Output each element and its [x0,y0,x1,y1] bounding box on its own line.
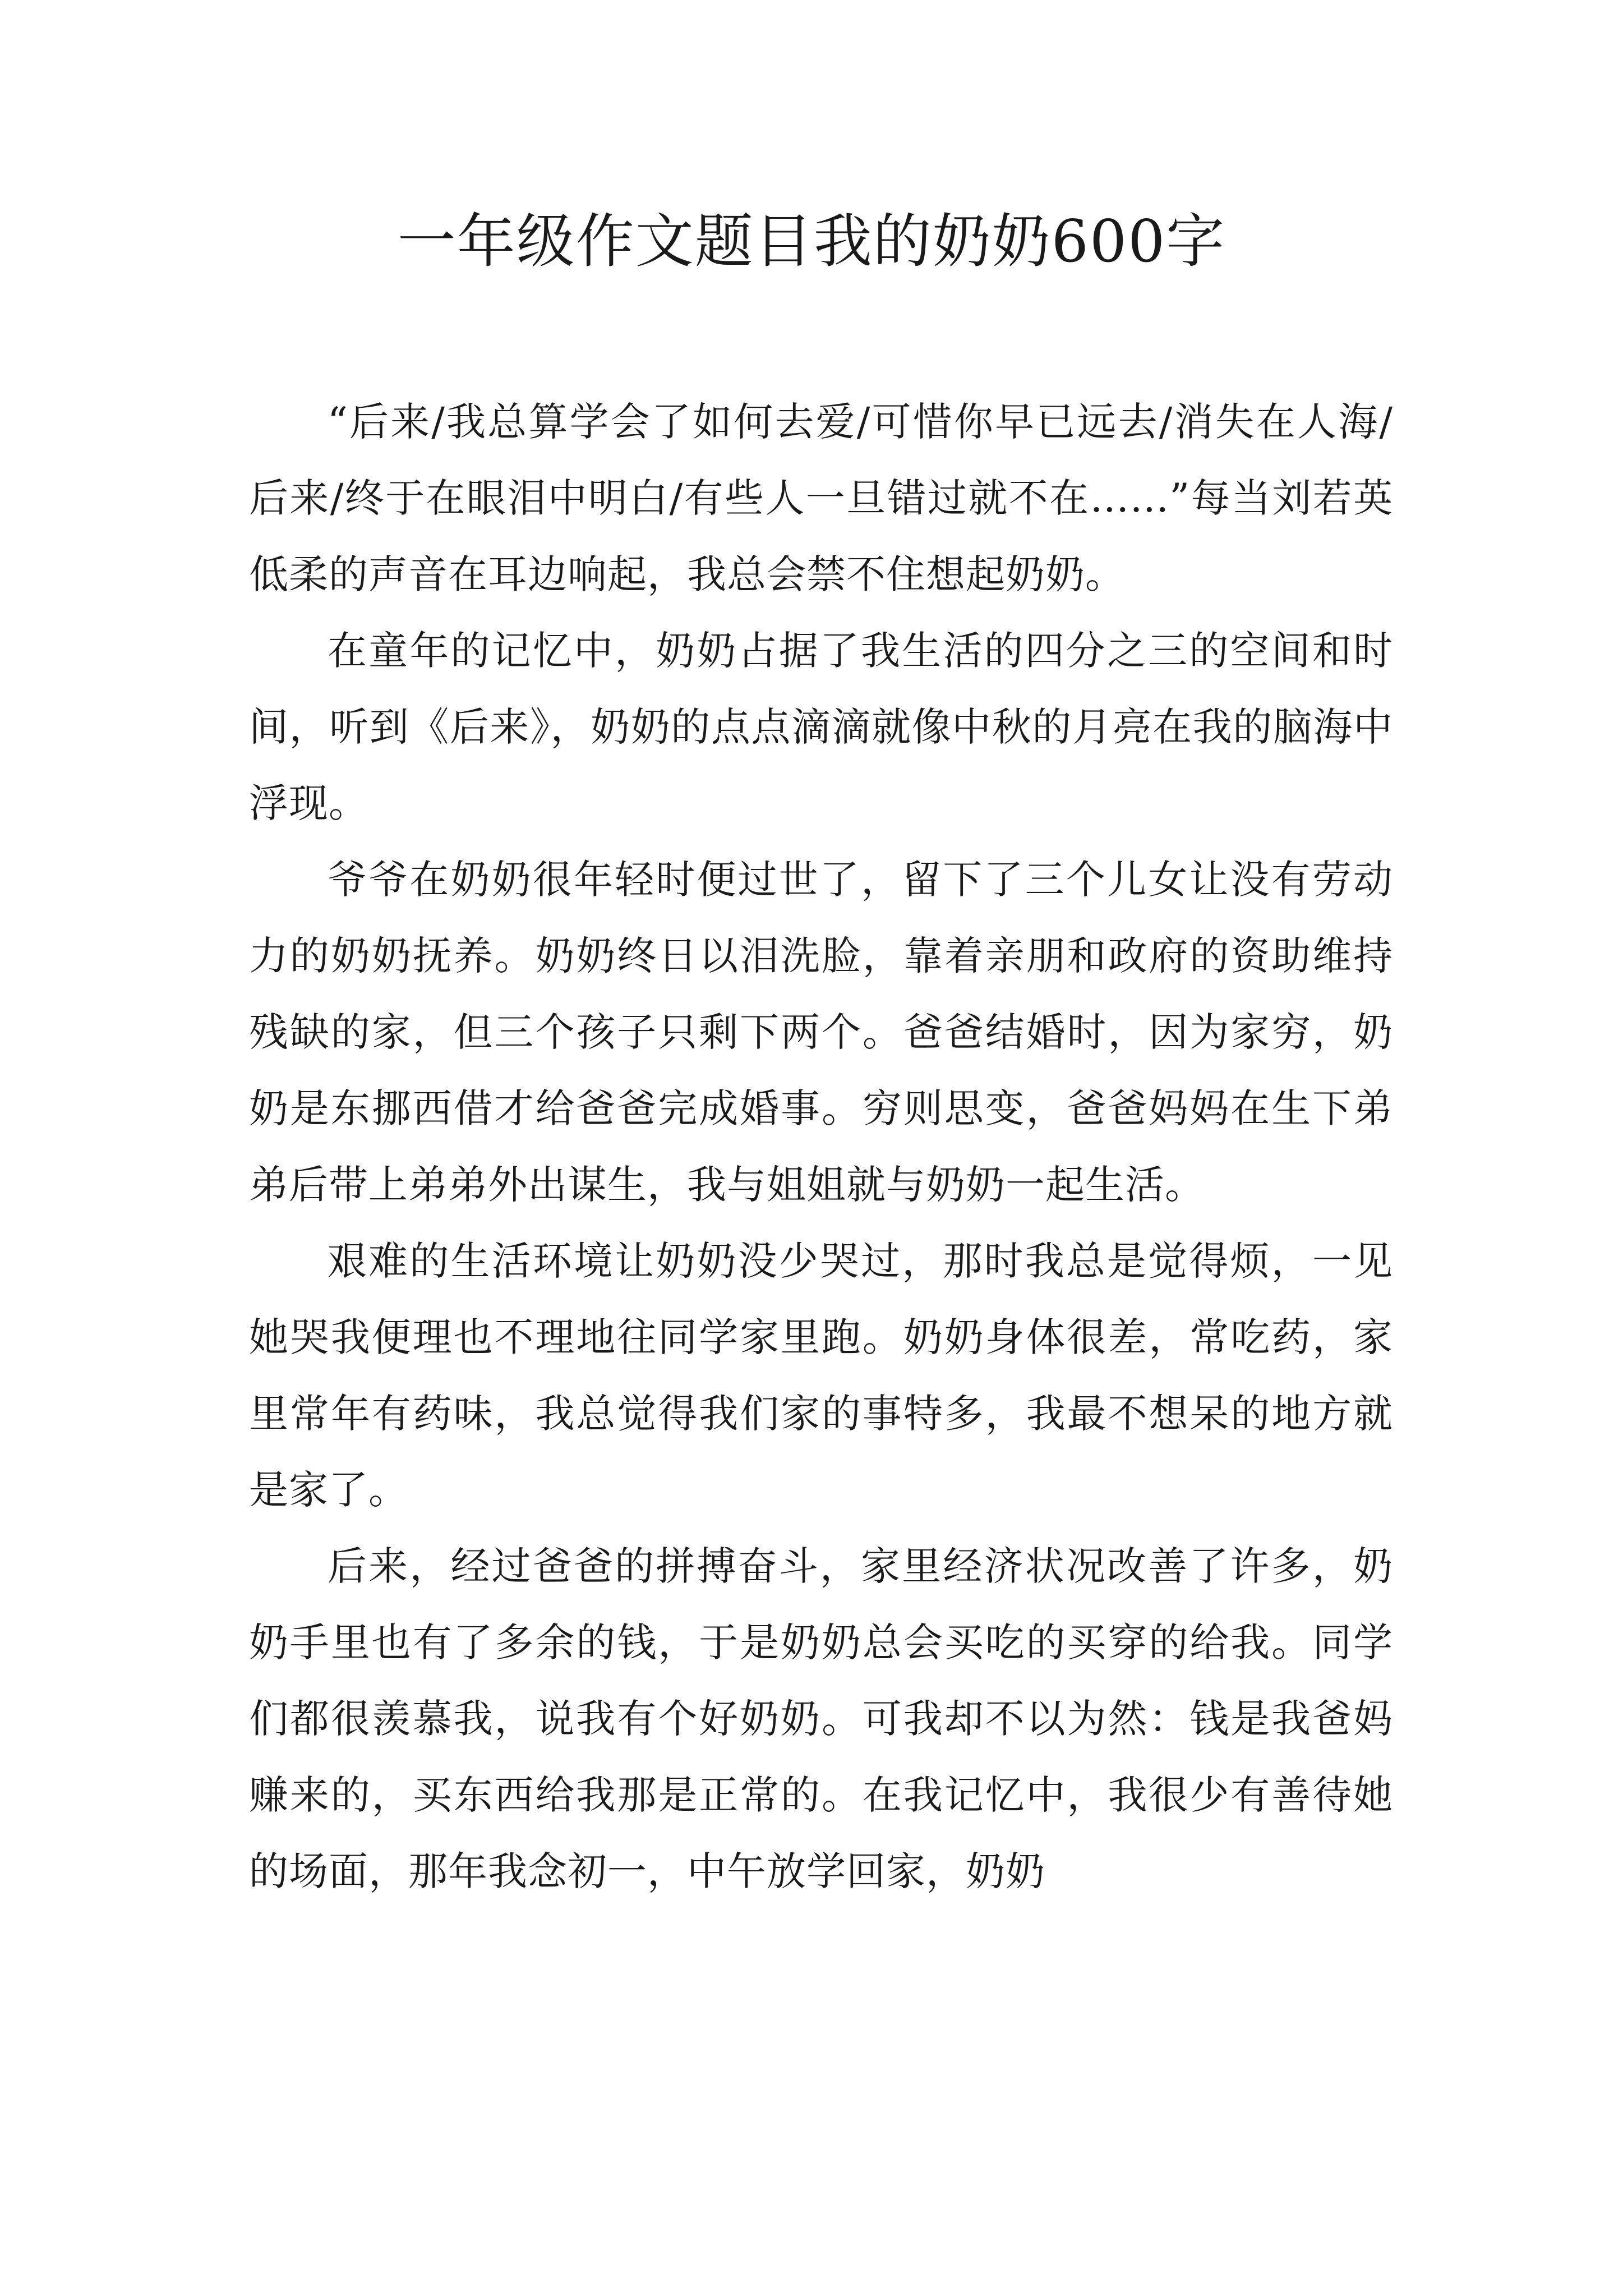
document-title: 一年级作文题目我的奶奶600字 [397,207,1226,275]
paragraph-4: 艰难的生活环境让奶奶没少哭过，那时我总是觉得烦，一见她哭我便理也不理地往同学家里跑。奶奶身体很差，常吃药，家里常年有药味，我总觉得我们家的事特多，我最不想呆的地方就是家了。 [249,1238,1393,1513]
paragraph-2: 在童年的记忆中，奶奶占据了我生活的四分之三的空间和时间，听到《后来》，奶奶的点点滴滴就像中秋的月亮在我的脑海中浮现。 [249,628,1393,826]
paragraph-5: 后来，经过爸爸的拼搏奋斗，家里经济状况改善了许多，奶奶手里也有了多余的钱，于是奶奶总会买吃的买穿的给我。同学们都很羡慕我，说我有个好奶奶。可我却不以为然：钱是我爸妈赚来的，买东西给我那是正常的。在我记忆中，我很少有善待她的场面，那年我念初一，中午放学回家，奶奶 [249,1543,1393,1894]
paragraph-3: 爷爷在奶奶很年轻时便过世了，留下了三个儿女让没有劳动力的奶奶抚养。奶奶终日以泪洗脸，靠着亲朋和政府的资助维持残缺的家，但三个孩子只剩下两个。爸爸结婚时，因为家穷，奶奶是东挪西借才给爸爸完成婚事。穷则思变，爸爸妈妈在生下弟弟后带上弟弟外出谋生，我与姐姐就与奶奶一起生活。 [249,857,1393,1208]
paragraph-1: “后来/我总算学会了如何去爱/可惜你早已远去/消失在人海/后来/终于在眼泪中明白/有些人一旦错过就不在……”每当刘若英低柔的声音在耳边响起，我总会禁不住想起奶奶。 [249,399,1393,597]
document-body [249,384,1393,1910]
